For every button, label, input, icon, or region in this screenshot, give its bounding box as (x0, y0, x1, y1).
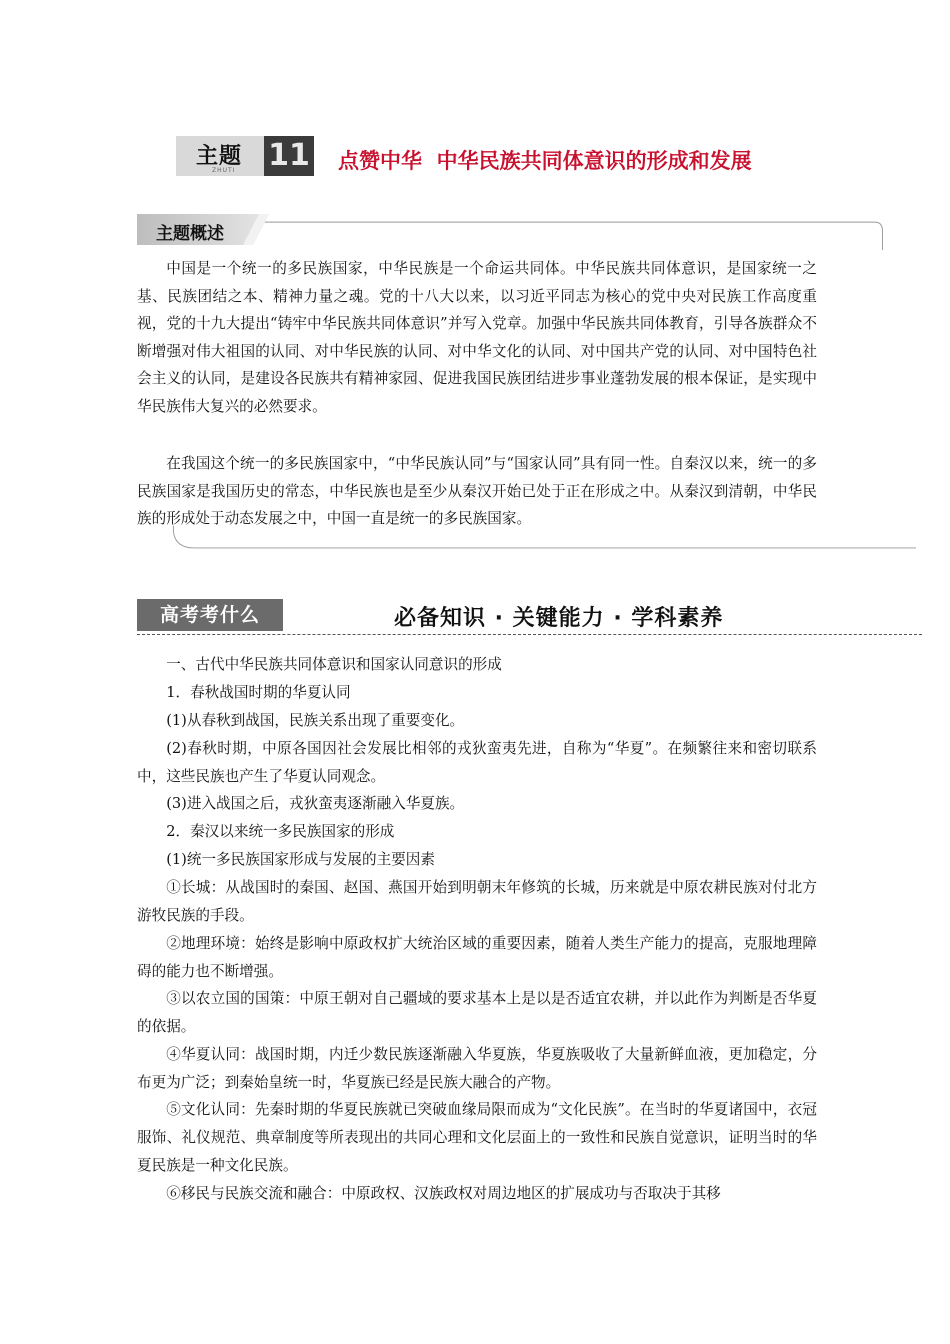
subsection-heading: 2．秦汉以来统一多民族国家的形成 (166, 823, 395, 840)
list-item: (1)统一多民族国家形成与发展的主要因素 (166, 851, 435, 868)
theme-number: 11 (268, 138, 310, 173)
section-heading: 一、古代中华民族共同体意识和国家认同意识的形成 (166, 656, 502, 673)
list-item: ①长城：从战国时的秦国、赵国、燕国开始到明朝末年修筑的长城，历来就是中原农耕民族对付北方游牧民族的手段。 (137, 879, 817, 924)
page-title: 点赞中华 中华民族共同体意识的形成和发展 (338, 149, 752, 173)
subsection-heading: 1．春秋战国时期的华夏认同 (166, 684, 351, 701)
dashed-divider (137, 634, 922, 635)
list-item: ③以农立国的国策：中原王朝对自己疆域的要求基本上是以是否适宜农耕，并以此作为判断是否华夏的依据。 (137, 990, 817, 1035)
list-item: (3)进入战国之后，戎狄蛮夷逐渐融入华夏族。 (166, 795, 465, 812)
exam-label: 高考考什么 (159, 604, 260, 626)
theme-sub: ZHUTI (212, 167, 236, 174)
list-item: ④华夏认同：战国时期，内迁少数民族逐渐融入华夏族，华夏族吸收了大量新鲜血液，更加稳定，分布更为广泛；到秦始皇统一时，华夏族已经是民族大融合的产物。 (137, 1046, 817, 1091)
overview-paragraph-2: 在我国这个统一的多民族国家中，“中华民族认同”与“国家认同”具有同一性。自秦汉以来，统一的多民族国家是我国历史的常态，中华民族也是至少从秦汉开始已处于正在形成之中。从秦汉到清朝，中华民族的形成处于动态发展之中，中国一直是统一的多民族国家。 (137, 455, 817, 527)
list-item: (2)春秋时期，中原各国因社会发展比相邻的戎狄蛮夷先进，自称为“华夏”。在频繁往来和密切联系中，这些民族也产生了华夏认同观念。 (137, 740, 817, 785)
overview-tab-label: 主题概述 (156, 224, 224, 244)
list-item: ⑥移民与民族交流和融合：中原政权、汉族政权对周边地区的扩展成功与否取决于其移 (166, 1185, 721, 1202)
list-item: (1)从春秋到战国，民族关系出现了重要变化。 (166, 712, 465, 729)
list-item: ⑤文化认同：先秦时期的华夏民族就已突破血缘局限而成为“文化民族”。在当时的华夏诸国中，衣冠服饰、礼仪规范、典章制度等所表现出的共同心理和文化层面上的一致性和民族自觉意识，证明当时的华夏民族是一种文化民族。 (137, 1101, 817, 1174)
exam-subtitle: 必备知识 · 关键能力 · 学科素养 (394, 606, 724, 631)
list-item: ②地理环境：始终是影响中原政权扩大统治区域的重要因素，随着人类生产能力的提高，克服地理障碍的能力也不断增强。 (137, 935, 817, 980)
overview-paragraph-1: 中国是一个统一的多民族国家，中华民族是一个命运共同体。中华民族共同体意识，是国家统一之基、民族团结之本、精神力量之魂。党的十八大以来，以习近平同志为核心的党中央对民族工作高度重视，党的十九大提出“铸牢中华民族共同体意识”并写入党章。加强中华民族共同体教育，引导各族群众不断增强对伟大祖国的认同、对中华民族的认同、对中华文化的认同、对中国共产党的认同、对中国特色社会主义的认同，是建设各民族共有精神家园、促进我国民族团结进步事业蓬勃发展的根本保证，是实现中华民族伟大复兴的必然要求。 (137, 260, 817, 415)
theme-word: 主题 (196, 144, 243, 169)
